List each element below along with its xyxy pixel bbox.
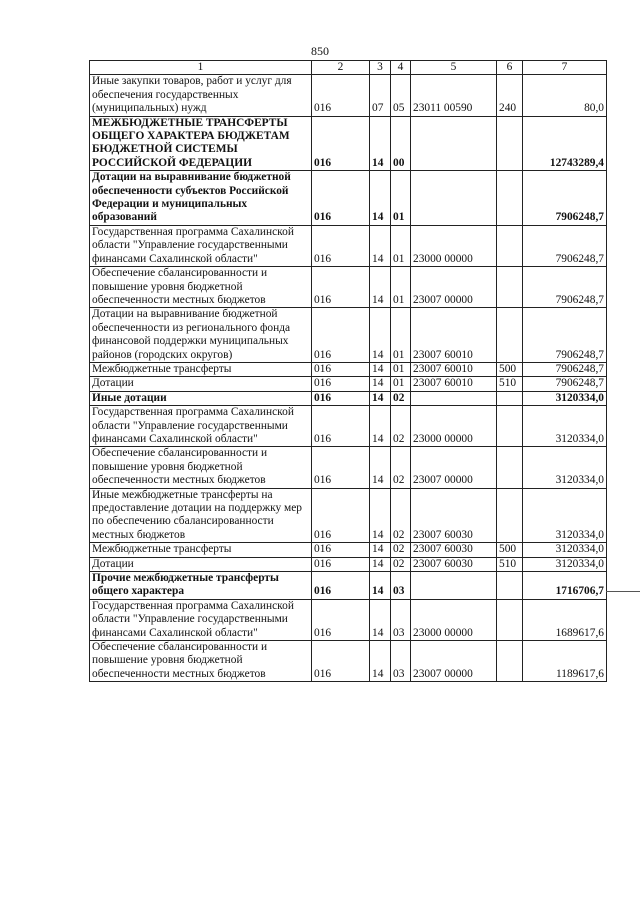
expense-type-code	[497, 391, 523, 405]
subsection-code: 03	[391, 641, 411, 682]
target-item-code	[411, 391, 497, 405]
row-name: Обеспечение сбалансированности и повышение уровня бюджетной обеспеченности местных бюджетов	[90, 267, 312, 308]
section-code: 14	[370, 362, 391, 376]
amount: 3120334,0	[523, 406, 607, 447]
target-item-code: 23007 00000	[411, 447, 497, 488]
row-name: Дотации	[90, 557, 312, 571]
column-header-5: 5	[411, 61, 497, 75]
amount: 7906248,7	[523, 267, 607, 308]
expense-type-code	[497, 267, 523, 308]
table-row	[90, 377, 607, 391]
subsection-code: 03	[391, 599, 411, 640]
target-item-code: 23007 00000	[411, 641, 497, 682]
row-name: Обеспечение сбалансированности и повышение уровня бюджетной обеспеченности местных бюджетов	[90, 447, 312, 488]
expense-type-code	[497, 406, 523, 447]
ministry-code: 016	[312, 362, 370, 376]
row-name: Иные дотации	[90, 391, 312, 405]
table-row	[90, 543, 607, 557]
amount: 3120334,0	[523, 557, 607, 571]
subsection-code: 02	[391, 391, 411, 405]
expense-type-code: 500	[497, 362, 523, 376]
subsection-code: 01	[391, 377, 411, 391]
table-row	[90, 572, 607, 600]
expense-type-code: 510	[497, 557, 523, 571]
amount: 3120334,0	[523, 447, 607, 488]
amount: 3120334,0	[523, 543, 607, 557]
table-row	[90, 116, 607, 171]
expense-type-code	[497, 488, 523, 543]
row-name: Государственная программа Сахалинской области "Управление государственными финансами Сахалинской области"	[90, 406, 312, 447]
ministry-code: 016	[312, 641, 370, 682]
amount: 7906248,7	[523, 308, 607, 363]
table-body	[90, 75, 607, 682]
target-item-code: 23000 00000	[411, 406, 497, 447]
row-name: Межбюджетные трансферты	[90, 543, 312, 557]
table-row	[90, 75, 607, 116]
expense-type-code: 240	[497, 75, 523, 116]
amount: 3120334,0	[523, 391, 607, 405]
row-name: Иные межбюджетные трансферты на предоставление дотации на поддержку мер по обеспечению сбалансированности местных бюджетов	[90, 488, 312, 543]
row-name: Межбюджетные трансферты	[90, 362, 312, 376]
section-code: 14	[370, 406, 391, 447]
table-row	[90, 308, 607, 363]
ministry-code: 016	[312, 572, 370, 600]
target-item-code: 23007 60030	[411, 488, 497, 543]
ministry-code: 016	[312, 377, 370, 391]
amount: 7906248,7	[523, 171, 607, 226]
ministry-code: 016	[312, 225, 370, 266]
section-code: 14	[370, 171, 391, 226]
target-item-code	[411, 171, 497, 226]
section-code: 14	[370, 543, 391, 557]
target-item-code: 23011 00590	[411, 75, 497, 116]
margin-rule	[606, 591, 640, 592]
table-row	[90, 557, 607, 571]
ministry-code: 016	[312, 447, 370, 488]
section-code: 14	[370, 447, 391, 488]
column-header-3: 3	[370, 61, 391, 75]
section-code: 14	[370, 557, 391, 571]
row-name: Государственная программа Сахалинской области "Управление государственными финансами Сахалинской области"	[90, 599, 312, 640]
section-code: 14	[370, 225, 391, 266]
amount: 7906248,7	[523, 225, 607, 266]
expense-type-code	[497, 225, 523, 266]
target-item-code: 23007 60010	[411, 362, 497, 376]
ministry-code: 016	[312, 116, 370, 171]
row-name: Государственная программа Сахалинской области "Управление государственными финансами Сахалинской области"	[90, 225, 312, 266]
subsection-code: 01	[391, 171, 411, 226]
expense-type-code	[497, 308, 523, 363]
target-item-code: 23007 00000	[411, 267, 497, 308]
subsection-code: 02	[391, 488, 411, 543]
section-code: 14	[370, 599, 391, 640]
section-code: 14	[370, 377, 391, 391]
section-code: 07	[370, 75, 391, 116]
budget-table	[89, 60, 607, 682]
ministry-code: 016	[312, 267, 370, 308]
subsection-code: 00	[391, 116, 411, 171]
amount: 12743289,4	[523, 116, 607, 171]
column-header-1: 1	[90, 61, 312, 75]
row-name: Обеспечение сбалансированности и повышение уровня бюджетной обеспеченности местных бюджетов	[90, 641, 312, 682]
section-code: 14	[370, 572, 391, 600]
column-header-4: 4	[391, 61, 411, 75]
table-row	[90, 391, 607, 405]
subsection-code: 02	[391, 557, 411, 571]
table-row	[90, 267, 607, 308]
ministry-code: 016	[312, 75, 370, 116]
section-code: 14	[370, 267, 391, 308]
row-name: Иные закупки товаров, работ и услуг для обеспечения государственных (муниципальных) нужд	[90, 75, 312, 116]
expense-type-code	[497, 116, 523, 171]
table-header-row	[90, 61, 607, 75]
section-code: 14	[370, 641, 391, 682]
section-code: 14	[370, 308, 391, 363]
subsection-code: 01	[391, 225, 411, 266]
amount: 7906248,7	[523, 377, 607, 391]
expense-type-code	[497, 572, 523, 600]
target-item-code: 23007 60010	[411, 308, 497, 363]
target-item-code: 23007 60030	[411, 543, 497, 557]
column-header-2: 2	[312, 61, 370, 75]
ministry-code: 016	[312, 406, 370, 447]
row-name: Дотации на выравнивание бюджетной обеспеченности из регионального фонда финансовой поддержки муниципальных районов (городских округов)	[90, 308, 312, 363]
ministry-code: 016	[312, 308, 370, 363]
ministry-code: 016	[312, 599, 370, 640]
ministry-code: 016	[312, 488, 370, 543]
section-code: 14	[370, 116, 391, 171]
page-number: 850	[311, 44, 329, 58]
amount: 7906248,7	[523, 362, 607, 376]
expense-type-code	[497, 641, 523, 682]
ministry-code: 016	[312, 557, 370, 571]
subsection-code: 02	[391, 406, 411, 447]
table-row	[90, 447, 607, 488]
subsection-code: 02	[391, 447, 411, 488]
target-item-code: 23007 60010	[411, 377, 497, 391]
amount: 3120334,0	[523, 488, 607, 543]
amount: 1716706,7	[523, 572, 607, 600]
ministry-code: 016	[312, 543, 370, 557]
table-row	[90, 171, 607, 226]
section-code: 14	[370, 391, 391, 405]
table-row	[90, 488, 607, 543]
row-name: Прочие межбюджетные трансферты общего характера	[90, 572, 312, 600]
expense-type-code	[497, 171, 523, 226]
subsection-code: 01	[391, 308, 411, 363]
ministry-code: 016	[312, 171, 370, 226]
subsection-code: 01	[391, 267, 411, 308]
subsection-code: 01	[391, 362, 411, 376]
target-item-code: 23000 00000	[411, 599, 497, 640]
column-header-6: 6	[497, 61, 523, 75]
column-header-7: 7	[523, 61, 607, 75]
table-row	[90, 362, 607, 376]
target-item-code: 23000 00000	[411, 225, 497, 266]
expense-type-code: 510	[497, 377, 523, 391]
row-name: Дотации	[90, 377, 312, 391]
expense-type-code	[497, 447, 523, 488]
subsection-code: 02	[391, 543, 411, 557]
row-name: МЕЖБЮДЖЕТНЫЕ ТРАНСФЕРТЫ ОБЩЕГО ХАРАКТЕРА БЮДЖЕТАМ БЮДЖЕТНОЙ СИСТЕМЫ РОССИЙСКОЙ ФЕДЕРАЦИИ	[90, 116, 312, 171]
section-code: 14	[370, 488, 391, 543]
amount: 1189617,6	[523, 641, 607, 682]
expense-type-code: 500	[497, 543, 523, 557]
target-item-code: 23007 60030	[411, 557, 497, 571]
target-item-code	[411, 572, 497, 600]
target-item-code	[411, 116, 497, 171]
subsection-code: 03	[391, 572, 411, 600]
subsection-code: 05	[391, 75, 411, 116]
table-row	[90, 225, 607, 266]
table-row	[90, 641, 607, 682]
expense-type-code	[497, 599, 523, 640]
amount: 1689617,6	[523, 599, 607, 640]
table-row	[90, 599, 607, 640]
ministry-code: 016	[312, 391, 370, 405]
table-row	[90, 406, 607, 447]
amount: 80,0	[523, 75, 607, 116]
row-name: Дотации на выравнивание бюджетной обеспеченности субъектов Российской Федерации и муниципальных образований	[90, 171, 312, 226]
